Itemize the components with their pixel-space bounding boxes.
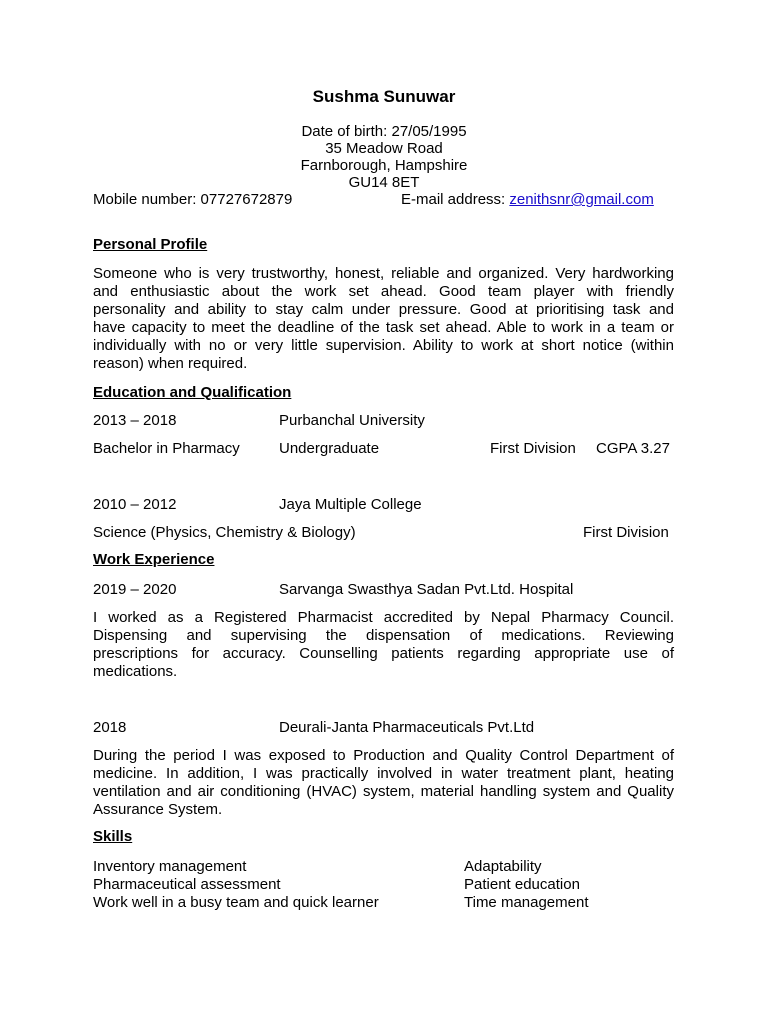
work-employer: Deurali-Janta Pharmaceuticals Pvt.Ltd bbox=[279, 719, 535, 736]
work-description bbox=[93, 747, 674, 819]
work-years: 2019 – 2020 bbox=[93, 581, 177, 598]
profile-line: reason) when required. bbox=[93, 355, 248, 372]
profile-line: personality and ability to stay calm under pressure. Good at prioritising task and bbox=[93, 301, 674, 318]
education-years: 2013 – 2018 bbox=[93, 412, 177, 429]
address-line-2: Farnborough, Hampshire bbox=[300, 157, 468, 174]
work-description-line: prescriptions for accuracy. Counselling patients regarding appropriate use of bbox=[93, 645, 674, 662]
profile-line: individually with no or very little supervision. Ability to work at short notice (within bbox=[93, 337, 674, 354]
work-description-line: During the period I was exposed to Production and Quality Control Department of bbox=[93, 747, 674, 764]
candidate-name: Sushma Sunuwar bbox=[312, 87, 456, 106]
profile-line: Someone who is very trustworthy, honest, reliable and organized. Very hardworking bbox=[93, 265, 674, 282]
section-heading-education: Education and Qualification bbox=[93, 384, 292, 401]
education-years: 2010 – 2012 bbox=[93, 496, 177, 513]
work-description bbox=[93, 609, 674, 681]
mobile-number: Mobile number: 07727672879 bbox=[93, 191, 293, 208]
skill-item: Time management bbox=[464, 894, 589, 911]
skill-item: Inventory management bbox=[93, 858, 247, 875]
education-division: First Division bbox=[583, 524, 669, 541]
email-label: E-mail address: bbox=[401, 191, 506, 208]
work-employer: Sarvanga Swasthya Sadan Pvt.Ltd. Hospital bbox=[279, 581, 574, 598]
skill-item: Work well in a busy team and quick learner bbox=[93, 894, 379, 911]
skill-item: Adaptability bbox=[464, 858, 542, 875]
education-grade: CGPA 3.27 bbox=[596, 440, 670, 457]
work-description-line: ventilation and air conditioning (HVAC) system, material handling system and Quality bbox=[93, 783, 674, 800]
education-level: Undergraduate bbox=[279, 440, 380, 457]
work-description-line: Dispensing and supervising the dispensation of medications. Reviewing bbox=[93, 627, 674, 644]
profile-line: have capacity to meet the deadline of the task set ahead. Able to work in a team or bbox=[93, 319, 674, 336]
education-institution: Purbanchal University bbox=[279, 412, 425, 429]
email-line bbox=[401, 191, 654, 209]
work-years: 2018 bbox=[93, 719, 127, 736]
work-description-line: Assurance System. bbox=[93, 801, 223, 818]
section-heading-profile: Personal Profile bbox=[93, 236, 208, 253]
education-course: Science (Physics, Chemistry & Biology) bbox=[93, 524, 356, 541]
education-course: Bachelor in Pharmacy bbox=[93, 440, 240, 457]
profile-line: and enthusiastic about the work set ahead. Good team player with friendly bbox=[93, 283, 674, 300]
date-of-birth: Date of birth: 27/05/1995 bbox=[301, 123, 467, 140]
skill-item: Patient education bbox=[464, 876, 580, 893]
work-description-line: I worked as a Registered Pharmacist accredited by Nepal Pharmacy Council. bbox=[93, 609, 674, 626]
section-heading-skills: Skills bbox=[93, 828, 133, 845]
section-heading-work: Work Experience bbox=[93, 551, 215, 568]
profile-paragraph bbox=[93, 265, 674, 373]
address-line-1: 35 Meadow Road bbox=[325, 140, 443, 157]
education-division: First Division bbox=[490, 440, 576, 457]
skill-item: Pharmaceutical assessment bbox=[93, 876, 281, 893]
email-link[interactable]: zenithsnr@gmail.com bbox=[509, 191, 654, 208]
postcode: GU14 8ET bbox=[348, 174, 420, 191]
work-description-line: medications. bbox=[93, 663, 178, 680]
education-institution: Jaya Multiple College bbox=[279, 496, 422, 513]
work-description-line: medicine. In addition, I was practically involved in water treatment plant, heating bbox=[93, 765, 674, 782]
